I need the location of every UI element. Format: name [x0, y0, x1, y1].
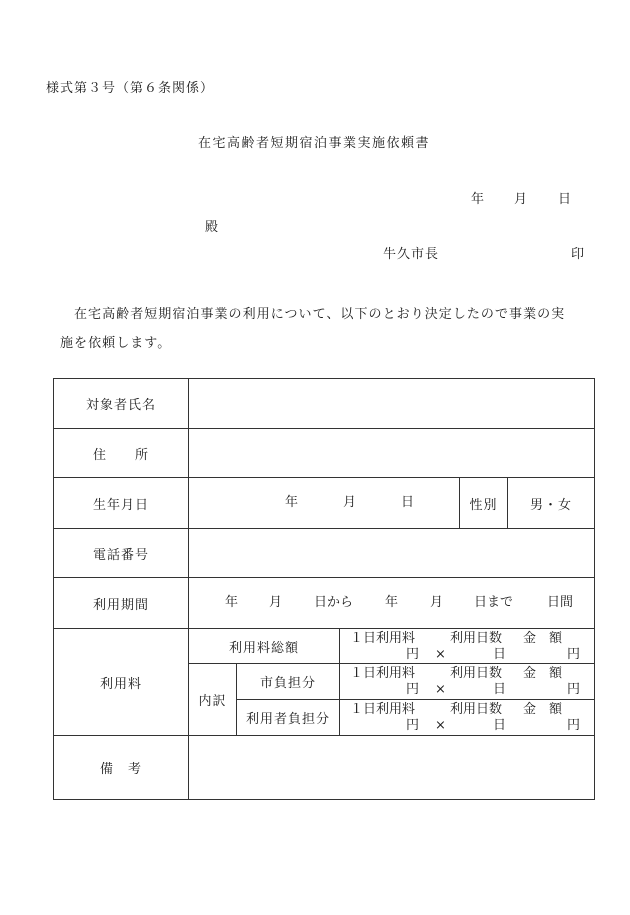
days-label: 利用日数	[450, 631, 503, 646]
amount-label: 金 額	[523, 631, 563, 646]
phone-field[interactable]	[189, 529, 595, 578]
period-field[interactable]	[189, 578, 595, 629]
city-share-calc[interactable]	[340, 664, 595, 700]
period-row	[54, 578, 595, 629]
user-share-label: 利用者負担分	[237, 700, 340, 736]
days-label: 利用日数	[450, 666, 503, 681]
birth-month-label: 月	[343, 495, 357, 510]
issuer-name: 牛久市長	[383, 247, 440, 262]
date-month-label: 月	[514, 192, 528, 207]
date-year-label: 年	[471, 192, 485, 207]
yen-unit: 円	[406, 682, 420, 697]
document-title: 在宅高齢者短期宿泊事業実施依頼書	[198, 136, 431, 151]
address-row	[54, 429, 595, 478]
day-unit: 日	[493, 647, 507, 662]
phone-row	[54, 529, 595, 578]
times-sign: ×	[435, 647, 446, 662]
name-row	[54, 379, 595, 429]
name-label: 対象者氏名	[54, 379, 189, 429]
daily-fee-label: １日利用料	[350, 631, 416, 646]
period-label: 利用期間	[54, 578, 189, 629]
user-share-calc[interactable]	[340, 700, 595, 736]
birth-year-label: 年	[285, 495, 299, 510]
amount-yen-unit: 円	[567, 682, 581, 697]
gender-options[interactable]: 男・女	[508, 478, 595, 529]
times-sign: ×	[435, 682, 446, 697]
yen-unit: 円	[406, 718, 420, 733]
amount-yen-unit: 円	[567, 718, 581, 733]
seal-mark: 印	[571, 247, 585, 262]
city-share-label: 市負担分	[237, 664, 340, 700]
yen-unit: 円	[406, 647, 420, 662]
period-days-count: 日間	[547, 595, 574, 610]
breakdown-label: 内訳	[189, 664, 237, 736]
amount-label: 金 額	[523, 666, 563, 681]
day-unit: 日	[493, 718, 507, 733]
amount-label: 金 額	[523, 702, 563, 717]
name-field[interactable]	[189, 379, 595, 429]
fee-total-row	[54, 629, 595, 664]
period-start-year: 年	[225, 595, 239, 610]
days-label: 利用日数	[450, 702, 503, 717]
fee-total-calc[interactable]	[340, 629, 595, 664]
body-text-line-1: 在宅高齢者短期宿泊事業の利用について、以下のとおり決定したので事業の実	[74, 307, 566, 322]
daily-fee-label: １日利用料	[350, 702, 416, 717]
amount-yen-unit: 円	[567, 647, 581, 662]
fee-label: 利用料	[54, 629, 189, 736]
form-number: 様式第３号（第６条関係）	[46, 81, 215, 96]
body-text-line-2: 施を依頼します。	[60, 336, 172, 351]
birth-row	[54, 478, 595, 529]
daily-fee-label: １日利用料	[350, 666, 416, 681]
remarks-row	[54, 736, 595, 800]
day-unit: 日	[493, 682, 507, 697]
fee-total-label: 利用料総額	[189, 629, 340, 664]
times-sign: ×	[435, 718, 446, 733]
address-field[interactable]	[189, 429, 595, 478]
birth-day-label: 日	[401, 495, 415, 510]
request-form-table	[53, 378, 595, 800]
period-end-day: 日まで	[474, 595, 514, 610]
address-label: 住 所	[54, 429, 189, 478]
period-end-month: 月	[430, 595, 444, 610]
date-day-label: 日	[558, 192, 572, 207]
request-body-text	[60, 300, 590, 358]
phone-label: 電話番号	[54, 529, 189, 578]
gender-label: 性別	[460, 478, 508, 529]
period-start-day: 日から	[314, 595, 354, 610]
birth-label: 生年月日	[54, 478, 189, 529]
period-end-year: 年	[385, 595, 399, 610]
remarks-label: 備 考	[54, 736, 189, 800]
addressee-suffix: 殿	[205, 220, 219, 235]
birth-date-field[interactable]	[189, 478, 460, 529]
period-start-month: 月	[269, 595, 283, 610]
remarks-field[interactable]	[189, 736, 595, 800]
